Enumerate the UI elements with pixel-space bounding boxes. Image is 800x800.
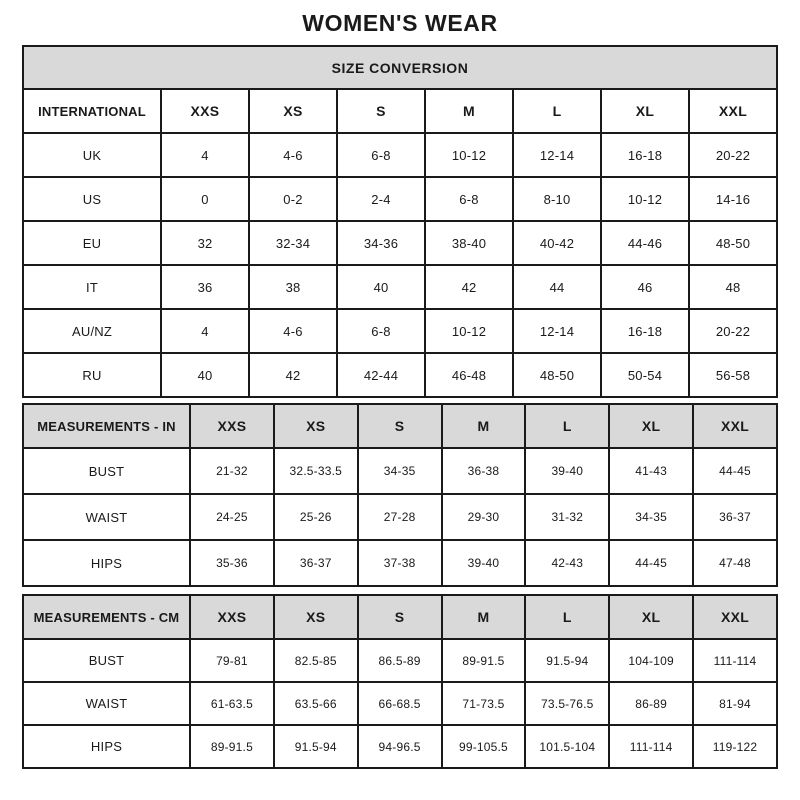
value-cell: 42-43 [525,540,609,586]
value-cell: 12-14 [513,309,601,353]
value-cell: 91.5-94 [525,639,609,682]
value-cell: 36-38 [442,448,526,494]
value-cell: 10-12 [601,177,689,221]
table-row [23,353,777,397]
measurements-cm-table [22,594,778,769]
size-conversion-table [22,45,778,398]
row-label-cell: UK [23,133,161,177]
row-label-cell: BUST [23,639,190,682]
value-cell: 10-12 [425,309,513,353]
value-cell: 40-42 [513,221,601,265]
value-cell: 35-36 [190,540,274,586]
value-cell: 29-30 [442,494,526,540]
value-cell: 21-32 [190,448,274,494]
value-cell: 91.5-94 [274,725,358,768]
value-cell: 2-4 [337,177,425,221]
value-cell: 44 [513,265,601,309]
value-cell: 34-35 [358,448,442,494]
value-cell: 71-73.5 [442,682,526,725]
value-cell: 48-50 [689,221,777,265]
value-cell: 32-34 [249,221,337,265]
row-label-cell: AU/NZ [23,309,161,353]
row-label-cell: US [23,177,161,221]
value-cell: 36 [161,265,249,309]
value-cell: 38-40 [425,221,513,265]
table-banner: SIZE CONVERSION [23,46,777,89]
column-header-row [23,89,777,133]
header-label-cell: MEASUREMENTS - CM [23,595,190,639]
tables-container [22,45,778,769]
value-cell: 111-114 [609,725,693,768]
row-label-cell: RU [23,353,161,397]
header-label-cell: MEASUREMENTS - IN [23,404,190,448]
table-row [23,309,777,353]
value-cell: 89-91.5 [442,639,526,682]
column-header-cell: XL [609,404,693,448]
value-cell: 10-12 [425,133,513,177]
value-cell: 24-25 [190,494,274,540]
value-cell: 39-40 [525,448,609,494]
value-cell: 31-32 [525,494,609,540]
value-cell: 42 [425,265,513,309]
value-cell: 44-45 [609,540,693,586]
value-cell: 42 [249,353,337,397]
value-cell: 4 [161,133,249,177]
value-cell: 48-50 [513,353,601,397]
table-row [23,448,777,494]
value-cell: 46-48 [425,353,513,397]
value-cell: 32.5-33.5 [274,448,358,494]
table-row [23,221,777,265]
value-cell: 99-105.5 [442,725,526,768]
value-cell: 89-91.5 [190,725,274,768]
column-header-cell: XL [609,595,693,639]
column-header-cell: M [442,595,526,639]
value-cell: 25-26 [274,494,358,540]
column-header-cell: L [525,404,609,448]
header-label-cell: INTERNATIONAL [23,89,161,133]
value-cell: 6-8 [337,309,425,353]
value-cell: 34-35 [609,494,693,540]
value-cell: 4-6 [249,133,337,177]
row-label-cell: EU [23,221,161,265]
column-header-cell: S [358,404,442,448]
value-cell: 86-89 [609,682,693,725]
column-header-row [23,595,777,639]
column-header-cell: S [358,595,442,639]
table-row [23,639,777,682]
value-cell: 16-18 [601,309,689,353]
value-cell: 34-36 [337,221,425,265]
value-cell: 47-48 [693,540,777,586]
column-header-cell: L [525,595,609,639]
value-cell: 40 [161,353,249,397]
table-row [23,177,777,221]
row-label-cell: WAIST [23,682,190,725]
column-header-cell: L [513,89,601,133]
value-cell: 6-8 [425,177,513,221]
value-cell: 44-46 [601,221,689,265]
value-cell: 38 [249,265,337,309]
column-header-cell: XXS [190,595,274,639]
value-cell: 27-28 [358,494,442,540]
table-row [23,133,777,177]
row-label-cell: WAIST [23,494,190,540]
value-cell: 4-6 [249,309,337,353]
column-header-cell: S [337,89,425,133]
table-row [23,725,777,768]
value-cell: 41-43 [609,448,693,494]
column-header-cell: M [425,89,513,133]
value-cell: 20-22 [689,133,777,177]
column-header-cell: M [442,404,526,448]
value-cell: 4 [161,309,249,353]
value-cell: 42-44 [337,353,425,397]
value-cell: 40 [337,265,425,309]
value-cell: 66-68.5 [358,682,442,725]
value-cell: 39-40 [442,540,526,586]
value-cell: 36-37 [274,540,358,586]
column-header-cell: XXL [693,595,777,639]
value-cell: 94-96.5 [358,725,442,768]
value-cell: 14-16 [689,177,777,221]
page-title: WOMEN'S WEAR [302,10,498,36]
table-row [23,540,777,586]
table-row [23,265,777,309]
value-cell: 56-58 [689,353,777,397]
value-cell: 104-109 [609,639,693,682]
value-cell: 48 [689,265,777,309]
column-header-cell: XXS [161,89,249,133]
value-cell: 12-14 [513,133,601,177]
column-header-cell: XS [274,404,358,448]
value-cell: 50-54 [601,353,689,397]
column-header-row [23,404,777,448]
value-cell: 63.5-66 [274,682,358,725]
column-header-cell: XXS [190,404,274,448]
value-cell: 8-10 [513,177,601,221]
column-header-cell: XL [601,89,689,133]
row-label-cell: HIPS [23,540,190,586]
value-cell: 61-63.5 [190,682,274,725]
table-row [23,494,777,540]
value-cell: 73.5-76.5 [525,682,609,725]
value-cell: 37-38 [358,540,442,586]
value-cell: 0-2 [249,177,337,221]
row-label-cell: IT [23,265,161,309]
value-cell: 101.5-104 [525,725,609,768]
value-cell: 82.5-85 [274,639,358,682]
value-cell: 111-114 [693,639,777,682]
value-cell: 16-18 [601,133,689,177]
value-cell: 36-37 [693,494,777,540]
column-header-cell: XS [249,89,337,133]
value-cell: 86.5-89 [358,639,442,682]
value-cell: 81-94 [693,682,777,725]
measurements-in-table [22,403,778,587]
row-label-cell: HIPS [23,725,190,768]
value-cell: 6-8 [337,133,425,177]
value-cell: 44-45 [693,448,777,494]
value-cell: 79-81 [190,639,274,682]
row-label-cell: BUST [23,448,190,494]
table-row [23,682,777,725]
column-header-cell: XXL [689,89,777,133]
value-cell: 0 [161,177,249,221]
value-cell: 20-22 [689,309,777,353]
column-header-cell: XS [274,595,358,639]
column-header-cell: XXL [693,404,777,448]
table-banner-row [23,46,777,89]
value-cell: 46 [601,265,689,309]
value-cell: 119-122 [693,725,777,768]
value-cell: 32 [161,221,249,265]
